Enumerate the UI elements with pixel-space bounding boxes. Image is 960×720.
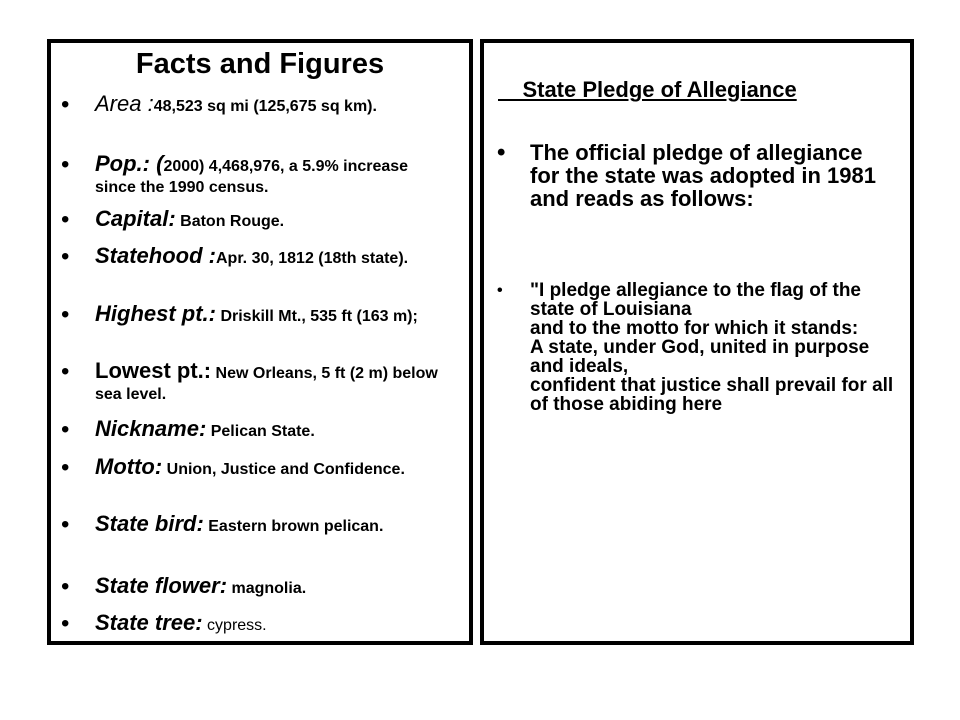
fact-state-bird (61, 511, 440, 538)
fact-area (61, 91, 440, 118)
fact-lowest-point (61, 358, 440, 405)
pledge-panel (480, 39, 914, 645)
pledge-line: and to the motto for which it stands: (530, 318, 859, 339)
fact-state-flower (61, 573, 440, 600)
bullet-icon: • (61, 91, 70, 118)
fact-state-tree (61, 610, 440, 637)
fact-nickname (61, 416, 440, 443)
fact-motto (61, 454, 440, 481)
bullet-icon: • (61, 206, 70, 233)
fact-label: Area : (95, 91, 154, 116)
pledge-line: "I pledge allegiance to the flag of the state of Louisiana (530, 280, 861, 320)
fact-value: Baton Rouge. (175, 213, 285, 230)
fact-value: Driskill Mt., 535 ft (163 m); (216, 308, 418, 325)
fact-capital (61, 206, 440, 233)
fact-value: Eastern brown pelican. (203, 518, 384, 535)
bullet-icon: • (61, 358, 70, 385)
fact-value: magnolia. (227, 580, 307, 597)
fact-highest-point (61, 301, 440, 328)
bullet-icon: • (61, 511, 70, 538)
bullet-icon: • (497, 282, 503, 299)
bullet-icon: • (61, 416, 70, 443)
pledge-intro-text: The official pledge of allegiance for the state was adopted in 1981 and reads as follows: (530, 140, 876, 211)
bullet-icon: • (497, 139, 506, 166)
bullet-icon: • (61, 301, 70, 328)
fact-value: 2000) 4,468,976, a 5.9% increase since the 1990 census. (95, 158, 409, 196)
fact-label: Lowest pt.: (95, 358, 212, 383)
facts-panel (47, 39, 473, 645)
fact-label: Statehood : (95, 243, 216, 268)
fact-label: State tree: (95, 610, 203, 635)
fact-label: State bird: (95, 511, 204, 536)
pledge-title: State Pledge of Allegiance (498, 77, 797, 102)
facts-title: Facts and Figures (135, 48, 385, 80)
fact-label: Pop.: ( (95, 151, 164, 176)
fact-value: Apr. 30, 1812 (18th state). (216, 250, 409, 267)
fact-label: Capital: (95, 206, 176, 231)
fact-value: Union, Justice and Confidence. (162, 461, 405, 478)
pledge-line: confident that justice shall prevail for all of those abiding here (530, 375, 894, 415)
fact-label: Motto: (95, 454, 163, 479)
fact-value: 48,523 sq mi (125,675 sq km). (153, 98, 377, 115)
fact-value: cypress. (202, 617, 267, 634)
fact-value: New Orleans, 5 ft (2 m) below sea level. (95, 365, 438, 403)
pledge-text (497, 280, 894, 415)
fact-label: Highest pt.: (95, 301, 216, 326)
fact-population (61, 151, 440, 198)
pledge-line: A state, under God, united in purpose and ideals, (530, 337, 870, 377)
fact-value: Pelican State. (206, 423, 315, 440)
fact-label: State flower: (95, 573, 228, 598)
bullet-icon: • (61, 243, 70, 270)
fact-statehood (61, 243, 440, 270)
bullet-icon: • (61, 454, 70, 481)
bullet-icon: • (61, 151, 70, 178)
pledge-intro (497, 139, 894, 211)
bullet-icon: • (61, 573, 70, 600)
bullet-icon: • (61, 610, 70, 637)
fact-label: Nickname: (95, 416, 207, 441)
